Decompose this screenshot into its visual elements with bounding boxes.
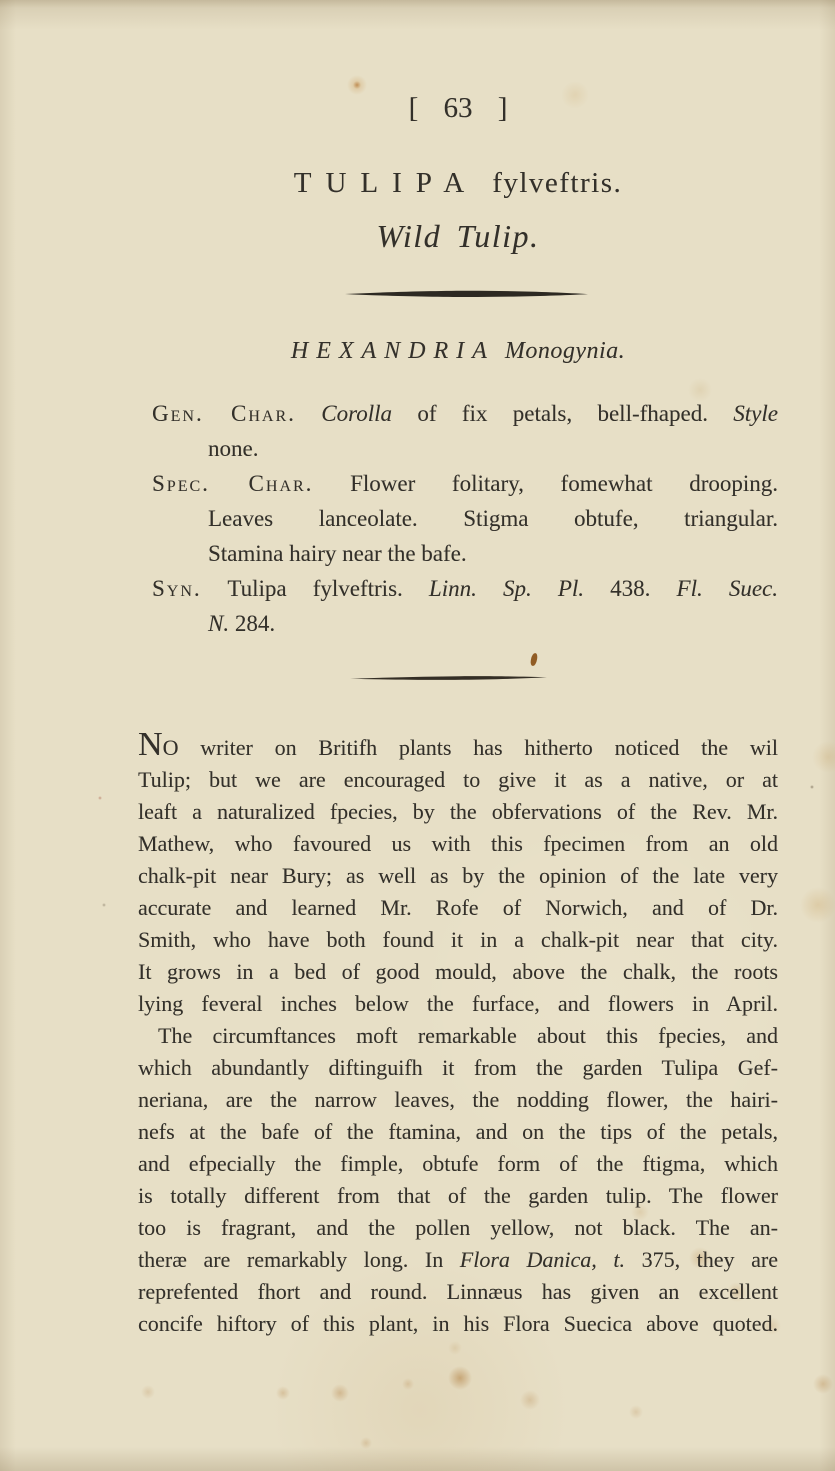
text-segment: Mathew, who favoured us with this fpecimen from an old (138, 831, 778, 856)
body-line (138, 892, 778, 924)
body-text-section (138, 726, 778, 1340)
text-segment: Linn. Sp. Pl. (428, 576, 585, 601)
text-segment: accurate and learned Mr. Rofe of Norwich, and of Dr. (138, 895, 778, 920)
text-segment: Style (733, 401, 778, 426)
body-line (138, 1052, 778, 1084)
text-segment: t. (613, 1247, 625, 1272)
class-order: HEXANDRIA (290, 338, 495, 364)
synopsis-line (138, 536, 778, 571)
body-line (138, 1308, 778, 1340)
body-line (138, 1244, 778, 1276)
species-title (138, 167, 778, 200)
text-segment: and efpecially the fimple, obtufe form of the ftigma, which (138, 1151, 778, 1176)
text-segment: The circumftances moft remarkable about this fpecies, and (158, 1023, 778, 1048)
text-segment: lying feveral inches below the furface, and flowers in April. (138, 991, 778, 1016)
text-segment: Leaves lanceolate. Stigma obtufe, triangular. (208, 506, 778, 531)
body-line (138, 828, 778, 860)
text-segment: Flora Danica, (459, 1247, 597, 1272)
text-segment: concife hiftory of this plant, in his Flora Suecica above quoted. (138, 1311, 778, 1336)
body-line (138, 796, 778, 828)
text-segment: Spec. Char. (152, 471, 314, 496)
text-segment: N. (208, 611, 230, 636)
body-line (138, 1116, 778, 1148)
synopsis-line (138, 606, 778, 641)
synopsis-line (138, 466, 778, 501)
common-name: Wild Tulip. (376, 218, 540, 254)
page-number (138, 92, 778, 125)
text-segment: leaft a naturalized fpecies, by the obfervations of the Rev. Mr. (138, 799, 778, 824)
body-line (138, 924, 778, 956)
page-number-value: 63 (443, 92, 473, 124)
body-line (138, 988, 778, 1020)
synopsis-section (138, 396, 778, 641)
text-segment: is totally different from that of the garden tulip. The flower (138, 1183, 778, 1208)
text-segment: N (138, 726, 163, 763)
body-line (138, 1020, 778, 1052)
text-segment: Flower folitary, fomewhat drooping. (313, 471, 778, 496)
ink-mark (530, 653, 538, 667)
species-epithet: fylveftris. (492, 167, 623, 199)
body-line (138, 1084, 778, 1116)
text-segment: chalk-pit near Bury; as well as by the opinion of the late very (138, 863, 778, 888)
synopsis-line (138, 501, 778, 536)
text-segment (296, 401, 321, 426)
bracket-open: [ (408, 92, 419, 124)
text-segment: Tulipa fylveftris. (201, 576, 429, 601)
text-segment: Syn. (152, 576, 202, 601)
text-segment: which abundantly diftinguifh it from the garden Tulipa Gef- (138, 1055, 778, 1080)
text-segment: of fix petals, bell-fhaped. (391, 401, 734, 426)
text-segment: nefs at the bafe of the ftamina, and on the tips of the petals, (138, 1119, 778, 1144)
text-segment: theræ are remarkably long. In (138, 1247, 460, 1272)
text-segment: O writer on Britifh plants has hitherto noticed the wil (162, 735, 778, 760)
synopsis-line (138, 431, 778, 466)
text-segment: neriana, are the narrow leaves, the nodding flower, the hairi- (138, 1087, 778, 1112)
body-line (138, 726, 778, 764)
text-segment: none. (208, 436, 259, 461)
text-segment: It grows in a bed of good mould, above the chalk, the roots (138, 959, 778, 984)
text-segment (597, 1247, 614, 1272)
classification-line (138, 338, 778, 365)
text-segment: Fl. Suec. (676, 576, 779, 601)
bracket-close: ] (497, 92, 508, 124)
text-segment: Gen. Char. (152, 401, 296, 426)
synopsis-line (138, 571, 778, 606)
body-line (138, 764, 778, 796)
text-segment: 438. (584, 576, 677, 601)
text-segment: Stamina hairy near the bafe. (208, 541, 467, 566)
synopsis-line (138, 396, 778, 431)
text-segment: 284. (229, 611, 276, 636)
body-line (138, 1212, 778, 1244)
swelled-rule-top (345, 290, 588, 298)
body-line (138, 1276, 778, 1308)
text-segment: Corolla (321, 401, 392, 426)
text-segment: 375, they are (624, 1247, 778, 1272)
text-segment: Tulip; but we are encouraged to give it as a native, or at (138, 767, 778, 792)
body-line (138, 1148, 778, 1180)
body-line (138, 860, 778, 892)
text-segment: reprefented fhort and round. Linnæus has given an excellent (138, 1279, 778, 1304)
text-segment: Smith, who have both found it in a chalk-pit near that city. (138, 927, 778, 952)
body-line (138, 1180, 778, 1212)
swelled-rule-middle (350, 674, 547, 681)
body-line (138, 956, 778, 988)
class-suborder: Monogynia. (504, 338, 626, 364)
genus-name: TULIPA (293, 167, 479, 199)
text-segment: too is fragrant, and the pollen yellow, not black. The an- (138, 1215, 778, 1240)
